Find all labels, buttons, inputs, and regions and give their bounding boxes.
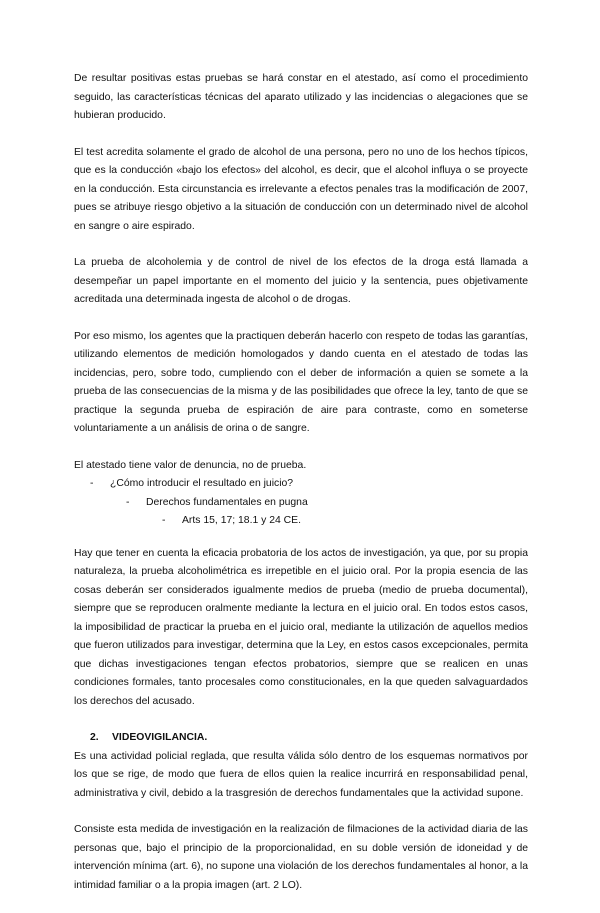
paragraph-garantias-agentes: Por eso mismo, los agentes que la practiquen deberán hacerlo con respeto de todas las garantías, utilizando elementos de medición homologados y dando cuenta en el atestado de todas las incidencias, pero, sobre todo, cumpliendo con el deber de información a quien se somete a la prueba de las consecuencias de la misma y de las posibilidades que ofrece la ley, tanto de que se practique la segunda prueba de espiración de aire para contraste, como en someterse voluntariamente a un análisis de orina o de sangre.	[74, 330, 529, 434]
list-bullet: -	[90, 478, 94, 489]
paragraph-eficacia-probatoria: Hay que tener en cuenta la eficacia probatoria de los actos de investigación, ya que, por su propia naturaleza, la prueba alcoholimétrica es irrepetible en el juicio oral. Por la propia esencia de las cosas deberán ser considerados igualmente medios de prueba (medio de prueba documental), siempre que se reproducen oralmente mediante la lectura en el juicio oral. En todos estos casos, la imposibilidad de practicar la prueba en el juicio oral, mediante la utilización de aquellos medios que fueron utilizados para investigar, determina que la Ley, en estos casos excepcionales, permita que dichas investigaciones tengan efectos probatorios, siempre que se realicen en unas condiciones formales, tanto procesales como constitucionales, en la que queden salvaguardados los derechos del acusado.	[74, 547, 528, 707]
paragraph-test-alcohol: El test acredita solamente el grado de alcohol de una persona, pero no uno de los hechos típicos, que es la conducción «bajo los efectos» del alcohol, es decir, que el alcohol influya o se proyecte en la conducción. Esta circunstancia es irrelevante a efectos penales tras la modificación de 2007, pues se atribuye riesgo objetivo a la situación de conducción con un determinado nivel de alcohol en sangre o aire espirado.	[74, 146, 528, 232]
paragraph-prueba-alcoholemia: La prueba de alcoholemia y de control de nivel de los efectos de la droga está llamada a desempeñar un papel importante en el momento del juicio y la sentencia, pues objetivamente acreditada una determinada ingesta de alcohol o de drogas.	[74, 257, 528, 305]
list-item	[74, 512, 528, 531]
list-item	[74, 475, 528, 494]
paragraph-actividad-reglada: Es una actividad policial reglada, que resulta válida sólo dentro de los esquemas normativos por los que se rige, de modo que fuera de ellos quien la realice incurrirá en responsabilidad penal, administrativa y civil, debido a la trasgresión de derechos fundamentales que la actividad supone.	[74, 750, 528, 799]
list-bullet: -	[126, 496, 130, 508]
list-item-text: ¿Cómo introducir el resultado en juicio?	[110, 478, 294, 489]
document-page	[74, 70, 528, 913]
paragraph-atestado-resultados: De resultar positivas estas pruebas se hará constar en el atestado, así como el procedimiento seguido, las características técnicas del aparato utilizado y las incidencias o alegaciones que se hubieran producido.	[74, 73, 528, 121]
section-heading	[74, 729, 528, 748]
paragraph-valor-denuncia: El atestado tiene valor de denuncia, no de prueba.	[74, 459, 307, 471]
section-number: 2.	[90, 732, 99, 743]
paragraph-filmaciones: Consiste esta medida de investigación en la realización de filmaciones de la actividad diaria de las personas que, bajo el principio de la proporcionalidad, en su doble versión de idoneidad y de intervención mínima (art. 6), no supone una violación de los derechos fundamentales al honor, a la intimidad familiar o a la propia imagen (art. 2 LO).	[74, 824, 528, 891]
list-item-text: Derechos fundamentales en pugna	[146, 496, 308, 508]
list-item-text: Arts 15, 17; 18.1 y 24 CE.	[182, 515, 301, 526]
list-bullet: -	[162, 515, 166, 526]
list-item	[74, 494, 528, 513]
outline-list	[74, 475, 528, 531]
section-title: VIDEOVIGILANCIA.	[112, 732, 208, 743]
